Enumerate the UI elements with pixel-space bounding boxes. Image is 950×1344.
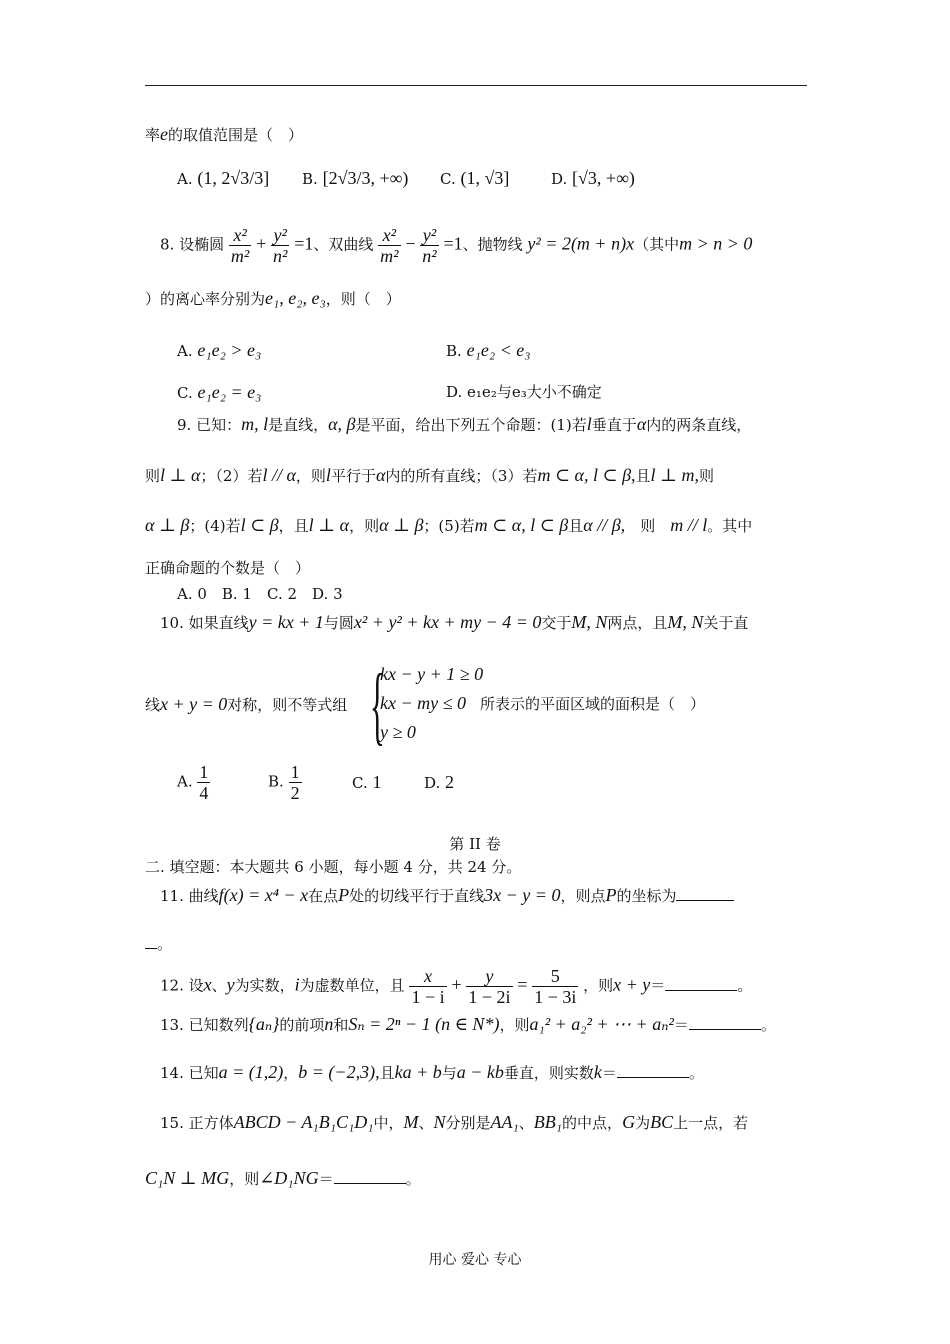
q11-answer-blank[interactable]: [676, 900, 734, 901]
q12-answer-blank[interactable]: [665, 990, 737, 991]
q13-answer-blank[interactable]: [689, 1029, 761, 1030]
q10-line-2b: 所表示的平面区域的面积是（ ）: [480, 695, 706, 713]
q10-option-c: C. 1: [352, 772, 382, 792]
ellipse-x-term: $\frac{\text{x²}}{\text{m²}}$: [230, 225, 250, 266]
q12: 12. 设x、y为实数，i为虚数单位，且 $\frac{x}{1 - i}$ + $\frac{y}{1 - 2i}$ = $\frac{5}{1 - 3i}$ ，则x + y＝ 。: [160, 966, 753, 1007]
header-rule: [145, 85, 807, 86]
page-footer: 用心 爱心 专心: [428, 1252, 522, 1268]
q14-answer-blank[interactable]: [617, 1077, 689, 1078]
q15-answer-blank[interactable]: [334, 1183, 406, 1184]
q8-option-a: A. e₁e₂ > e₃: [177, 340, 262, 360]
q10-option-b: B. $\frac{1}{2}$: [268, 762, 300, 803]
q9-question: 正确命题的个数是（ ）: [145, 559, 311, 577]
inequality-1: kx − y + 1 ≥ 0: [380, 664, 484, 684]
q8-stem: 8. 设椭圆 $\frac{\text{x²}}{\text{m²}}$ + $\frac{\text{y²}}{\text{n²}}$ =1、双曲线 $\frac{\text{x²}}{\text{m²}}$ − $\frac{\text{y²}}{\text{n²}}$ =1、抛物线 y² = 2(m + n)x（其中m > n > 0: [160, 225, 753, 266]
q8-option-d: D. e₁e₂与e₃大小不确定: [446, 383, 602, 401]
q8-stem-2: ）的离心率分别为e₁, e₂, e₃，则（ ）: [145, 288, 401, 308]
inequality-3: y ≥ 0: [380, 722, 416, 742]
q7-option-c: C. (1, √3]: [440, 168, 510, 188]
hyperbola-x-term: $\frac{\text{x²}}{\text{m²}}$: [380, 225, 399, 266]
q10-line-2a: 线x + y = 0对称，则不等式组: [145, 694, 348, 714]
q8-option-b: B. e₁e₂ < e₃: [446, 340, 531, 360]
q14: 14. 已知a = (1,2)，b = (−2,3),且ka + b与a − kb垂直，则实数k＝ 。: [160, 1062, 704, 1082]
q11: 11. 曲线f(x) = x⁴ − x在点P处的切线平行于直线3x − y = 0，则点P的坐标为: [160, 885, 734, 906]
q7-option-b: B. [2√3/3, +∞): [302, 168, 409, 188]
q7-stem: 率e的取值范围是（ ）: [145, 124, 304, 144]
q9-line-2: 则l ⊥ α；（2）若l // α，则l平行于α内的所有直线；（3）若m ⊂ α, l ⊂ β,且l ⊥ m,则: [145, 465, 714, 485]
q10-option-d: D. 2: [424, 772, 455, 792]
q9-line-3: α ⊥ β；(4)若l ⊂ β，且l ⊥ α，则α ⊥ β；(5)若m ⊂ α, l ⊂ β且α // β, 则 m // l。其中: [145, 515, 753, 535]
q11-end: 。: [145, 934, 172, 954]
inequality-system: [370, 657, 490, 754]
q7-option-d: D. [√3, +∞): [551, 168, 635, 188]
q15-line-2: C₁N ⊥ MG，则∠D₁NG＝ 。: [145, 1168, 421, 1188]
q15-line-1: 15. 正方体ABCD − A₁B₁C₁D₁中，M、N分别是AA₁、BB₁的中点，G为BC上一点，若: [160, 1112, 749, 1132]
inequality-2: kx − my ≤ 0: [380, 693, 466, 713]
ellipse-y-term: $\frac{\text{y²}}{\text{n²}}$: [273, 225, 288, 266]
q9-line-1: 9. 已知：m, l是直线，α, β是平面，给出下列五个命题：(1)若l垂直于α内的两条直线，: [177, 414, 752, 434]
part2-title: 第 II 卷: [449, 835, 501, 853]
hyperbola-y-term: $\frac{\text{y²}}{\text{n²}}$: [422, 225, 437, 266]
part2-intro: 二. 填空题：本大题共 6 小题，每小题 4 分，共 24 分。: [145, 858, 522, 876]
q10-option-a: A. $\frac{1}{4}$: [177, 762, 209, 803]
q9-options: A. 0 B. 1 C. 2 D. 3: [177, 585, 343, 603]
system-brace: {: [370, 657, 385, 754]
q7-option-a: A. (1, 2√3/3]: [177, 168, 270, 188]
q13: 13. 已知数列{aₙ}的前项n和Sₙ = 2ⁿ − 1 (n ∈ N*)，则a₁² + a₂² + ⋯ + aₙ²＝ 。: [160, 1014, 776, 1034]
q10-line-1: 10. 如果直线y = kx + 1与圆x² + y² + kx + my − 4 = 0交于M, N两点，且M, N关于直: [160, 612, 749, 632]
q8-option-c: C. e₁e₂ = e₃: [177, 382, 262, 402]
